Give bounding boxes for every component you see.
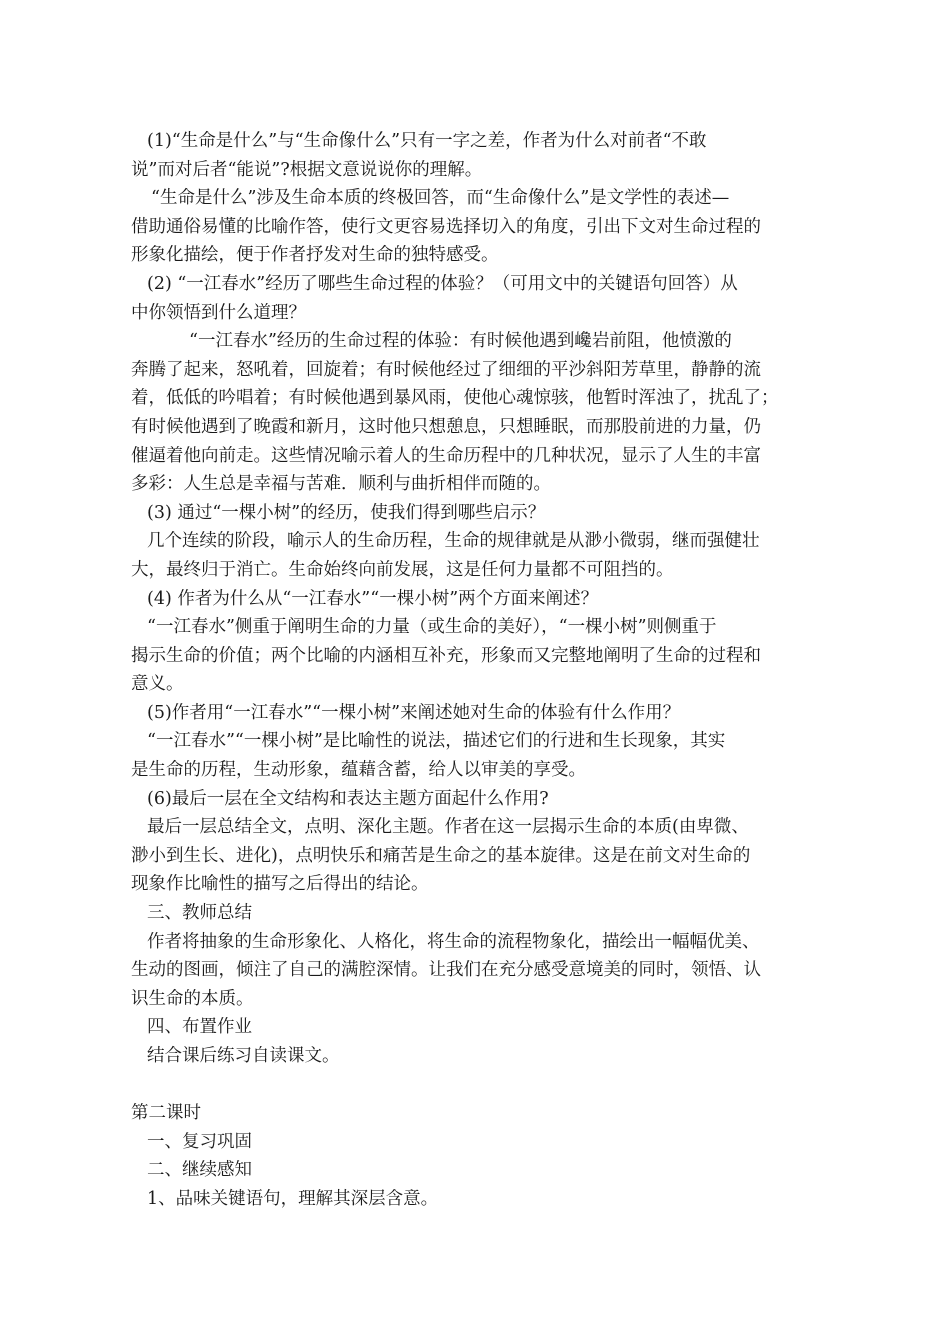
question-6: (6)最后一层在全文结构和表达主题方面起什么作用?: [147, 788, 549, 809]
answer-2-line-5: 催逼着他向前走。这些情况喻示着人的生命历程中的几种状况，显示了人生的丰富: [131, 445, 761, 466]
answer-2-line-6: 多彩：人生总是幸福与苦难．顺利与曲折相伴而随的。: [131, 474, 551, 495]
answer-2-line-4: 有时候他遇到了晚霞和新月，这时他只想憩息，只想睡眠，而那股前进的力量，仍: [131, 416, 761, 437]
section-heading-review: 一、复习巩固: [147, 1131, 252, 1152]
question-2-line-2: 中你领悟到什么道理？: [131, 302, 306, 323]
item-1-key-sentences: 1、品味关键语句，理解其深层含意。: [147, 1188, 439, 1209]
section-heading-homework: 四、布置作业: [147, 1017, 252, 1038]
answer-2-line-2: 奔腾了起来，怒吼着，回旋着；有时候他经过了细细的平沙斜阳芳草里，静静的流: [131, 359, 761, 380]
answer-4-line-1: “一江春水”侧重于阐明生命的力量（或生命的美好），“一棵小树”则侧重于: [147, 617, 717, 638]
answer-1-line-1: “生命是什么”涉及生命本质的终极回答，而“生命像什么”是文学性的表述—: [151, 188, 730, 209]
answer-3-line-1: 几个连续的阶段，喻示人的生命历程，生命的规律就是从渺小微弱，继而强健壮: [147, 531, 760, 552]
answer-3-line-2: 大，最终归于消亡。生命始终向前发展，这是任何力量都不可阻挡的。: [131, 559, 674, 580]
answer-2-line-3: 着，低低的吟唱着；有时候他遇到暴风雨，使他心魂惊骇，他暂时浑浊了，扰乱了；: [131, 388, 779, 409]
section-heading-teacher-summary: 三、教师总结: [147, 903, 252, 924]
blank-line: [131, 1071, 831, 1100]
summary-line-2: 生动的图画，倾注了自己的满腔深情。让我们在充分感受意境美的同时，领悟、认: [131, 960, 761, 981]
section-heading-continue: 二、继续感知: [147, 1160, 252, 1181]
answer-1-line-3: 形象化描绘，便于作者抒发对生命的独特感受。: [131, 245, 499, 266]
answer-5-line-2: 是生命的历程，生动形象，蕴藉含蓄，给人以审美的享受。: [131, 760, 586, 781]
question-1-line-1: (1)“生命是什么”与“生命像什么”只有一字之差，作者为什么对前者“不敢: [147, 131, 707, 151]
answer-5-line-1: “一江春水”“一棵小树”是比喻性的说法，描述它们的行进和生长现象，其实: [147, 731, 726, 752]
answer-2-line-1: “一江春水”经历的生命过程的体验：有时候他遇到巉岩前阻，他愤激的: [189, 331, 732, 352]
answer-6-line-2: 渺小到生长、进化)，点明快乐和痛苦是生命之的基本旋律。这是在前文对生命的: [131, 845, 751, 866]
answer-4-line-2: 揭示生命的价值；两个比喻的内涵相互补充，形象而又完整地阐明了生命的过程和: [131, 645, 761, 666]
question-3: (3) 通过“一棵小树”的经历，使我们得到哪些启示？: [147, 502, 546, 523]
question-5: (5)作者用“一江春水”“一棵小树”来阐述她对生命的体验有什么作用？: [147, 702, 681, 723]
document-body: [131, 127, 831, 1214]
answer-6-line-3: 现象作比喻性的描写之后得出的结论。: [131, 874, 429, 895]
question-2-line-1: (2) “一江春水”经历了哪些生命过程的体验？（可用文中的关键语句回答）从: [147, 273, 738, 294]
homework-text: 结合课后练习自读课文。: [147, 1046, 340, 1066]
answer-4-line-3: 意义。: [131, 674, 184, 695]
summary-line-3: 识生命的本质。: [131, 988, 254, 1009]
answer-1-line-2: 借助通俗易懂的比喻作答，使行文更容易选择切入的角度，引出下文对生命过程的: [131, 216, 761, 237]
summary-line-1: 作者将抽象的生命形象化、人格化，将生命的流程物象化，描绘出一幅幅优美、: [147, 931, 760, 952]
question-4: (4) 作者为什么从“一江春水”“一棵小树”两个方面来阐述？: [147, 588, 599, 609]
answer-6-line-1: 最后一层总结全文，点明、深化主题。作者在这一层揭示生命的本质(由卑微、: [147, 817, 749, 838]
lesson-two-title: 第二课时: [131, 1103, 201, 1124]
question-1-line-2: 说”而对后者“能说”?根据文意说说你的理解。: [131, 159, 483, 180]
